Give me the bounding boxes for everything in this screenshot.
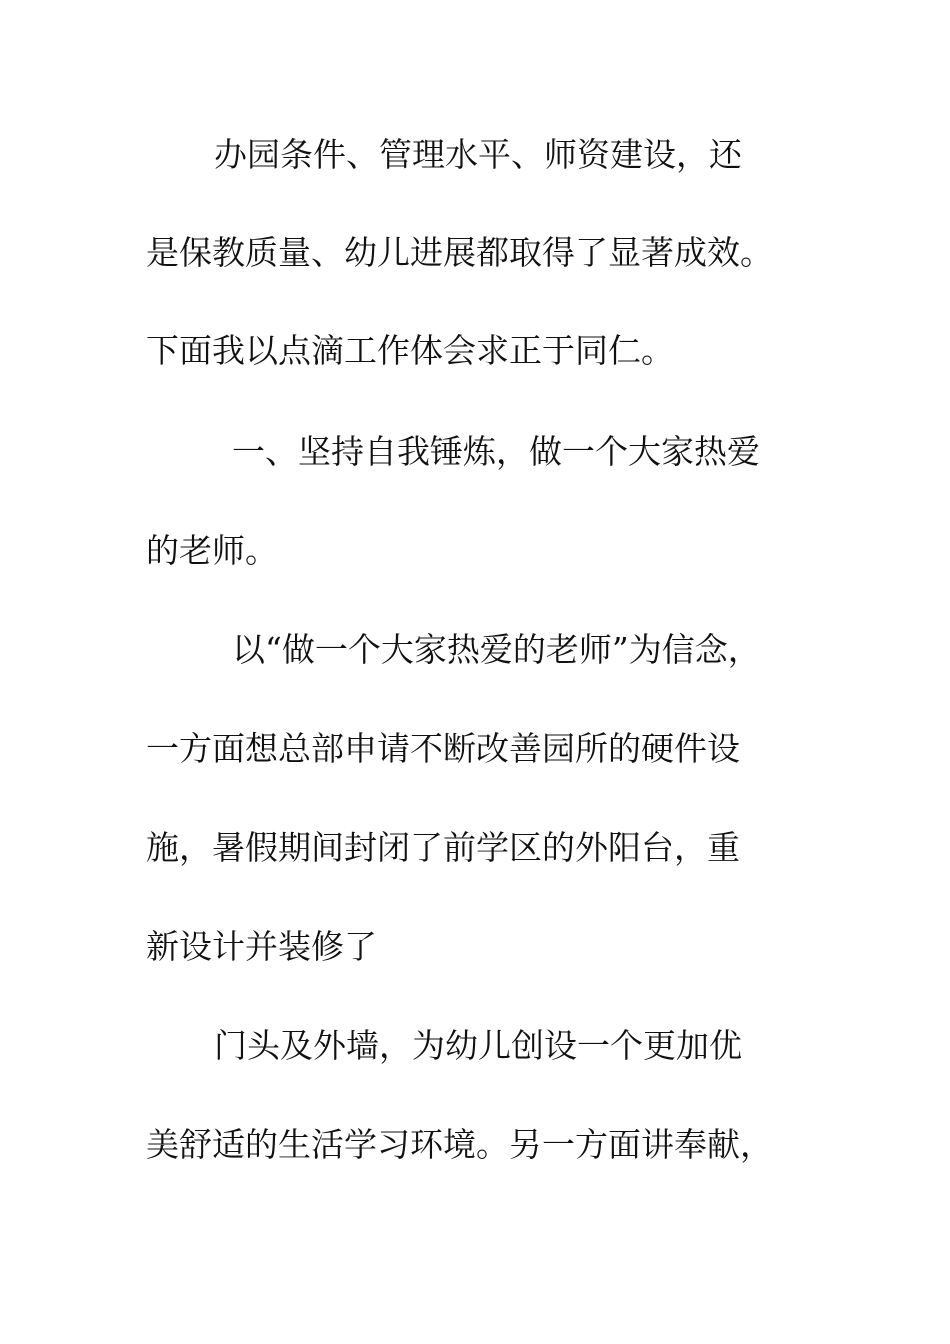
text-line: 是保教质量、幼儿进展都取得了显著成效。 [146, 233, 773, 272]
text-line: 新设计并装修了 [146, 927, 377, 966]
text-line: 施，暑假期间封闭了前学区的外阳台，重 [146, 828, 740, 867]
text-line: 一方面想总部申请不断改善园所的硬件设 [146, 729, 740, 768]
text-line: 美舒适的生活学习环境。另一方面讲奉献， [146, 1125, 773, 1164]
text-line: 办园条件、管理水平、师资建设，还 [214, 135, 742, 174]
text-line: 以“做一个大家热爱的老师”为信念， [232, 630, 761, 669]
text-line: 下面我以点滴工作体会求正于同仁。 [146, 331, 674, 370]
text-line: 的老师。 [146, 531, 278, 570]
text-line: 门头及外墙，为幼儿创设一个更加优 [214, 1026, 742, 1065]
section-heading: 一、坚持自我锤炼，做一个大家热爱 [232, 432, 760, 471]
